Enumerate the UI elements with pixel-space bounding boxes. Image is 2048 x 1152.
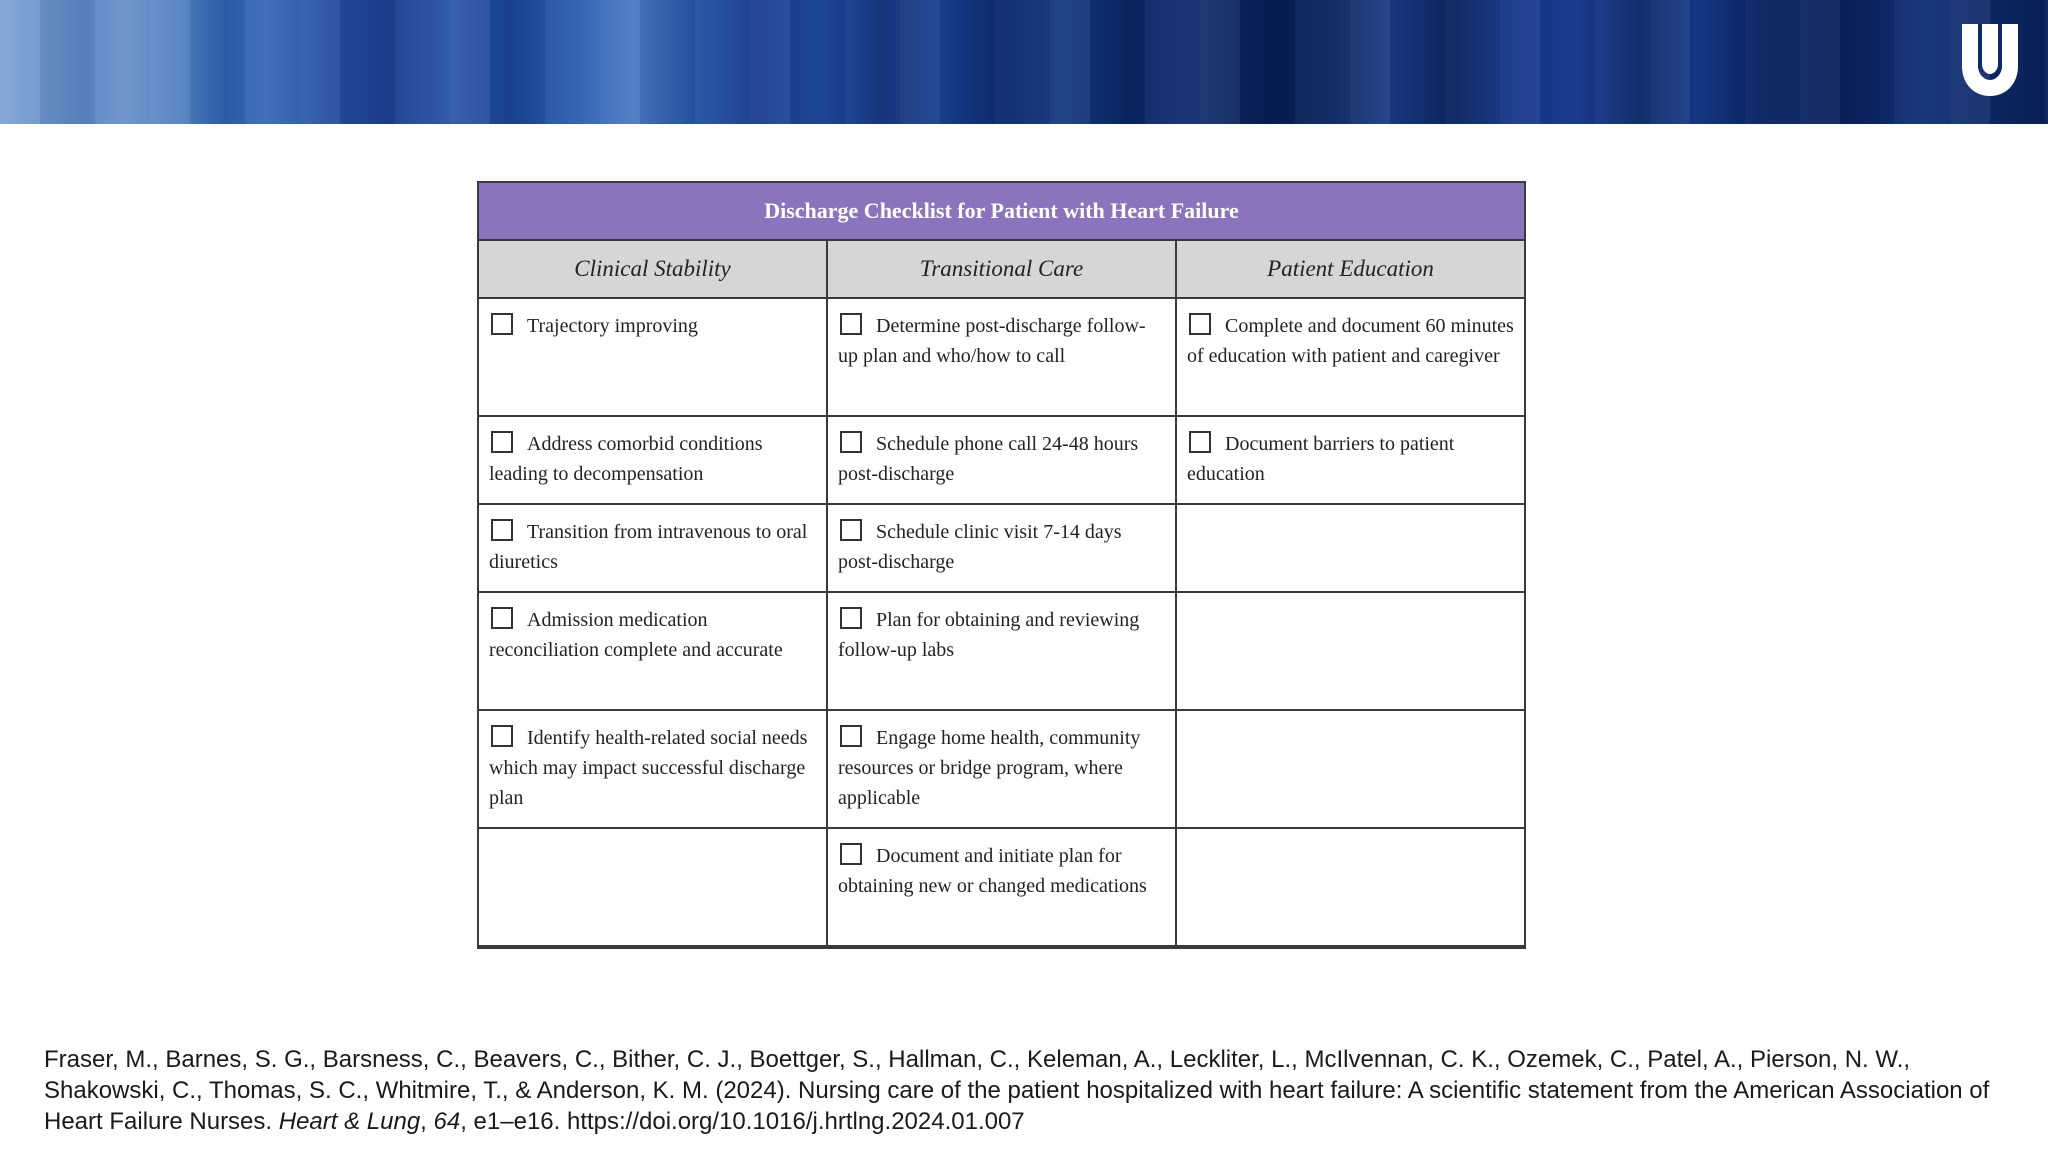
checkbox-icon[interactable]: [840, 313, 862, 335]
checklist-item-label: Engage home health, community resources or bridge program, where applicable: [838, 727, 1141, 809]
checklist-cell: [828, 505, 1177, 591]
table-row: [479, 299, 1524, 417]
checklist-rows: [479, 299, 1524, 947]
checklist-cell: [828, 711, 1177, 827]
checklist-cell: [1177, 505, 1524, 591]
column-header-patient-education: Patient Education: [1267, 256, 1434, 281]
checkbox-icon[interactable]: [491, 607, 513, 629]
banner-stripes: [0, 0, 2048, 124]
checklist-cell: [828, 417, 1177, 503]
checklist-item-label: Schedule phone call 24-48 hours post-discharge: [838, 433, 1139, 485]
checklist-cell: [479, 593, 828, 709]
checkbox-icon[interactable]: [840, 431, 862, 453]
citation-separator: ,: [420, 1108, 434, 1135]
checkbox-icon[interactable]: [1189, 431, 1211, 453]
checklist-cell: [479, 417, 828, 503]
column-header-transitional-care: Transitional Care: [828, 241, 1177, 297]
checklist-cell: [1177, 299, 1524, 415]
checklist-cell: [1177, 593, 1524, 709]
checkbox-icon[interactable]: [491, 431, 513, 453]
checkbox-icon[interactable]: [840, 607, 862, 629]
checkbox-icon[interactable]: [840, 725, 862, 747]
checkbox-icon[interactable]: [840, 843, 862, 865]
checklist-item-label: Plan for obtaining and reviewing follow-up labs: [838, 609, 1140, 661]
checklist-item-label: Address comorbid conditions leading to decompensation: [489, 433, 763, 485]
citation-authors: Fraser, M., Barnes, S. G., Barsness, C., Beavers, C., Bither, C. J., Boettger, S., Hallman, C., Keleman, A., Leckliter, L., McIlvennan, C. K., Ozemek, C., Patel, A., Pierson, N. W., Shakowski, C., Thomas, S. C., Whitmire, T., & Anderson, K. M. (2024). Nursing care of the patient hospitalized with heart failure: A scientific statement from the American Association of Heart Failure Nurses.: [44, 1046, 1990, 1135]
table-header-row: [479, 241, 1524, 299]
checklist-item-label: Admission medication reconciliation complete and accurate: [489, 609, 783, 661]
table-row: [479, 505, 1524, 593]
checklist-item-label: Identify health-related social needs which may impact successful discharge plan: [489, 727, 808, 809]
checklist-cell: [479, 711, 828, 827]
checklist-item-label: Complete and document 60 minutes of education with patient and caregiver: [1187, 315, 1514, 367]
checkbox-icon[interactable]: [1189, 313, 1211, 335]
citation-journal: Heart & Lung: [278, 1108, 421, 1135]
checkbox-icon[interactable]: [491, 725, 513, 747]
checklist-item-label: Determine post-discharge follow-up plan and who/how to call: [838, 315, 1146, 367]
checkbox-icon[interactable]: [491, 519, 513, 541]
citation-volume: 64: [433, 1108, 461, 1135]
header-banner: [0, 0, 2048, 124]
checklist-cell: [479, 299, 828, 415]
checklist-cell: [1177, 829, 1524, 945]
checklist-item-label: Document and initiate plan for obtaining new or changed medications: [838, 845, 1147, 897]
checklist-item-label: Schedule clinic visit 7-14 days post-discharge: [838, 521, 1122, 573]
checklist-cell: [1177, 417, 1524, 503]
checklist-cell: [828, 299, 1177, 415]
discharge-checklist-table: [477, 181, 1526, 949]
checklist-cell: [828, 829, 1177, 945]
checklist-cell: [479, 829, 828, 945]
duke-shield-logo-icon: [1958, 18, 2022, 98]
column-header-clinical-stability: Clinical Stability: [479, 241, 828, 297]
table-row: [479, 593, 1524, 711]
table-title: Discharge Checklist for Patient with Heart Failure: [479, 183, 1524, 241]
checklist-cell: [1177, 711, 1524, 827]
checklist-cell: [479, 505, 828, 591]
table-row: [479, 417, 1524, 505]
checklist-item-label: Transition from intravenous to oral diuretics: [489, 521, 808, 573]
checklist-item-label: Document barriers to patient education: [1187, 433, 1455, 485]
citation-reference: [44, 1044, 2014, 1137]
table-row: [479, 829, 1524, 947]
checkbox-icon[interactable]: [840, 519, 862, 541]
checkbox-icon[interactable]: [491, 313, 513, 335]
citation-pages-doi: , e1–e16. https://doi.org/10.1016/j.hrtlng.2024.01.007: [460, 1108, 1025, 1135]
table-row: [479, 711, 1524, 829]
checklist-cell: [828, 593, 1177, 709]
checklist-item-label: Trajectory improving: [527, 315, 698, 337]
